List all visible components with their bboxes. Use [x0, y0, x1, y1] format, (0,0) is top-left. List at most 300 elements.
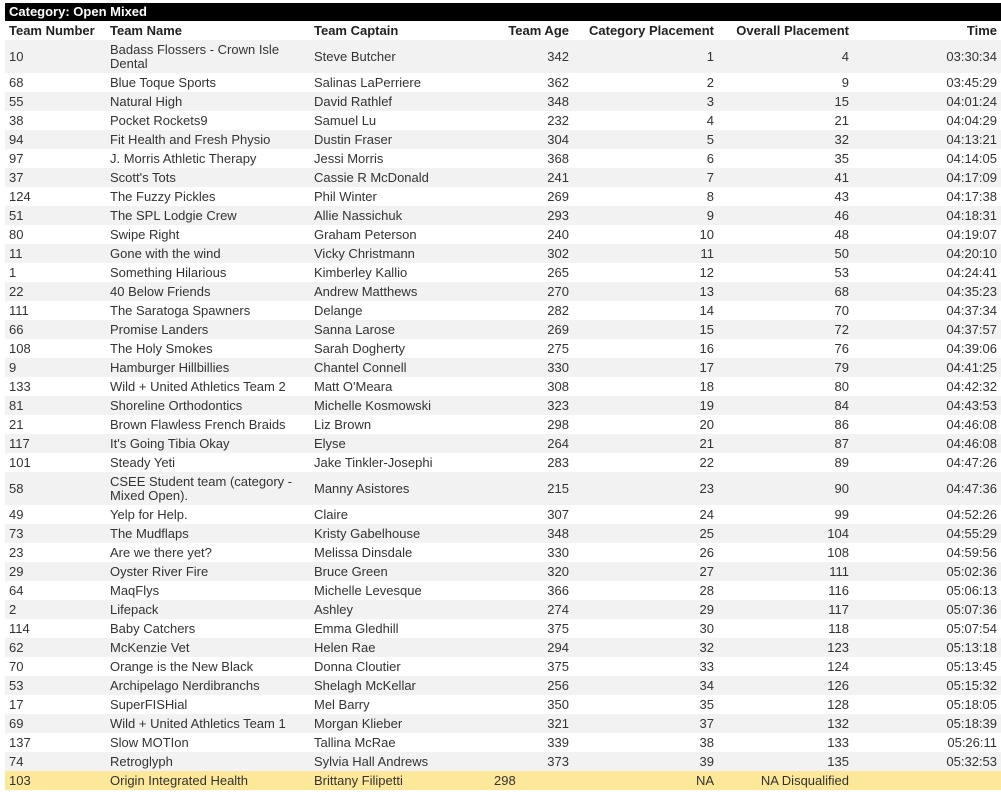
table-row	[5, 244, 1001, 263]
overall-placement-cell: 70	[834, 302, 849, 318]
team-name-cell: Shoreline Orthodontics	[110, 397, 243, 413]
team-name-cell: Are we there yet?	[110, 544, 212, 560]
overall-placement-cell: 50	[834, 245, 849, 261]
team-name-cell: 40 Below Friends	[110, 283, 211, 299]
team-number-cell: 94	[9, 131, 24, 147]
team-age-cell: 321	[547, 715, 569, 731]
table-row	[5, 149, 1001, 168]
time-cell: 05:26:11	[947, 734, 997, 750]
team-captain-cell: Jake Tinkler-Josephi	[314, 454, 433, 470]
team-name-cell: Oyster River Fire	[110, 563, 209, 579]
category-placement-cell: 8	[706, 188, 714, 204]
team-captain-cell: Steve Butcher	[314, 48, 396, 64]
team-captain-cell: Shelagh McKellar	[314, 677, 416, 693]
team-number-cell: 117	[9, 435, 30, 451]
team-number-cell: 73	[9, 525, 24, 541]
team-name-cell: J. Morris Athletic Therapy	[110, 150, 257, 166]
table-row	[5, 263, 1001, 282]
header-team-name: Team Name	[110, 23, 183, 38]
category-placement-cell: 6	[706, 150, 714, 166]
table-row	[5, 320, 1001, 339]
team-age-cell: 348	[547, 93, 569, 109]
team-number-cell: 66	[9, 321, 24, 337]
team-number-cell: 111	[9, 302, 29, 318]
team-age-cell: 265	[547, 264, 569, 280]
team-captain-cell: Emma Gledhill	[314, 620, 399, 636]
team-age-cell: 350	[547, 696, 569, 712]
category-placement-cell: 37	[699, 715, 714, 731]
overall-placement-cell: 128	[827, 696, 849, 712]
overall-placement-cell: 135	[827, 753, 849, 769]
team-name-cell: Yelp for Help.	[110, 506, 188, 522]
table-row	[5, 453, 1001, 472]
team-age-cell: 215	[547, 480, 569, 496]
category-placement-cell: NA	[573, 771, 718, 790]
team-captain-cell: Samuel Lu	[314, 112, 377, 128]
team-captain-cell: Melissa Dinsdale	[314, 544, 413, 560]
overall-placement-cell: 41	[834, 169, 849, 185]
team-captain-cell: Donna Cloutier	[314, 658, 401, 674]
overall-placement-cell: 35	[834, 150, 849, 166]
team-number-cell: 23	[9, 544, 24, 560]
category-title: Category: Open Mixed	[5, 3, 1001, 21]
overall-placement-cell: 48	[834, 226, 849, 242]
time-cell: 04:17:38	[946, 188, 997, 204]
time-cell: 04:37:57	[946, 321, 997, 337]
time-cell	[853, 771, 1001, 790]
team-captain-cell: Phil Winter	[314, 188, 377, 204]
overall-placement-cell: 43	[834, 188, 849, 204]
team-name-cell: Swipe Right	[110, 226, 180, 242]
table-row	[5, 695, 1001, 714]
team-name-cell: SuperFISHial	[110, 696, 188, 712]
header-team-age: Team Age	[508, 23, 569, 38]
table-row	[5, 130, 1001, 149]
team-number-cell: 74	[9, 753, 24, 769]
team-age-cell: 256	[547, 677, 569, 693]
team-age-cell: 366	[547, 582, 569, 598]
team-age-cell: 375	[547, 620, 569, 636]
category-placement-cell: 10	[699, 226, 714, 242]
header-overall-placement: Overall Placement	[736, 23, 849, 38]
team-captain-cell: Manny Asistores	[314, 480, 410, 496]
category-placement-cell: 2	[706, 74, 714, 90]
team-number-cell: 70	[9, 658, 24, 674]
table-row	[5, 168, 1001, 187]
team-number-cell: 55	[9, 93, 24, 109]
team-age-cell: 269	[547, 321, 569, 337]
overall-placement-cell: 124	[827, 658, 849, 674]
team-captain-cell: Andrew Matthews	[314, 283, 418, 299]
overall-placement-cell: 9	[841, 74, 849, 90]
category-placement-cell: 11	[700, 245, 714, 261]
time-cell: 03:30:34	[946, 48, 997, 64]
team-name-cell: Retroglyph	[110, 753, 173, 769]
team-name-cell: CSEE Student team (category - Mixed Open).	[110, 473, 293, 503]
overall-placement-cell: 89	[834, 454, 849, 470]
team-age-cell: 298	[547, 416, 569, 432]
category-placement-cell: 26	[699, 544, 714, 560]
table-row	[5, 638, 1001, 657]
overall-placement-cell: 123	[827, 639, 849, 655]
team-name-cell: Slow MOTIon	[110, 734, 189, 750]
overall-placement-cell: 118	[828, 620, 849, 636]
team-name-cell: Badass Flossers - Crown Isle Dental	[110, 41, 280, 71]
table-row-disqualified	[5, 771, 1001, 790]
team-age-cell: 308	[547, 378, 569, 394]
team-captain-cell: Dustin Fraser	[314, 131, 393, 147]
team-name-cell: MaqFlys	[110, 582, 160, 598]
team-age-cell: 282	[547, 302, 569, 318]
table-header-row	[5, 21, 1001, 40]
category-placement-cell: 19	[699, 397, 714, 413]
team-captain-cell: Brittany Filipetti	[310, 771, 494, 790]
team-number-cell: 103	[5, 771, 106, 790]
category-placement-cell: 39	[699, 753, 714, 769]
team-captain-cell: Sarah Dogherty	[314, 340, 406, 356]
team-number-cell: 29	[9, 563, 24, 579]
team-name-cell: Hamburger Hillbillies	[110, 359, 230, 375]
team-name-cell: The Mudflaps	[110, 525, 189, 541]
team-number-cell: 49	[9, 506, 24, 522]
team-name-cell: Natural High	[110, 93, 183, 109]
team-age-cell: 330	[547, 544, 569, 560]
team-age-cell: 373	[547, 753, 569, 769]
overall-placement-cell: 68	[834, 283, 849, 299]
time-cell: 04:20:10	[946, 245, 997, 261]
team-captain-cell: Elyse	[314, 435, 346, 451]
team-captain-cell: Liz Brown	[314, 416, 372, 432]
team-number-cell: 137	[9, 734, 31, 750]
team-number-cell: 81	[9, 397, 24, 413]
team-name-cell: Gone with the wind	[110, 245, 221, 261]
team-number-cell: 17	[9, 696, 24, 712]
category-placement-cell: 5	[706, 131, 714, 147]
table-row	[5, 40, 1001, 73]
team-name-cell: It's Going Tibia Okay	[110, 435, 230, 451]
table-row	[5, 562, 1001, 581]
team-captain-cell: Delange	[314, 302, 363, 318]
team-age-cell: 323	[547, 397, 569, 413]
category-placement-cell: 20	[699, 416, 714, 432]
team-number-cell: 11	[9, 245, 23, 261]
time-cell: 04:18:31	[946, 207, 997, 223]
team-captain-cell: Sanna Larose	[314, 321, 395, 337]
team-name-cell: Fit Health and Fresh Physio	[110, 131, 271, 147]
team-number-cell: 62	[9, 639, 24, 655]
time-cell: 05:18:05	[946, 696, 997, 712]
team-name-cell: Wild + United Athletics Team 2	[110, 378, 286, 394]
category-placement-cell: 16	[699, 340, 714, 356]
category-placement-cell: 4	[706, 112, 714, 128]
category-placement-cell: 30	[699, 620, 714, 636]
team-age-cell: 368	[547, 150, 569, 166]
time-cell: 04:55:29	[946, 525, 997, 541]
overall-placement-cell: 79	[834, 359, 849, 375]
time-cell: 04:52:26	[946, 506, 997, 522]
table-row	[5, 301, 1001, 320]
team-number-cell: 21	[9, 416, 24, 432]
overall-placement-cell: 84	[834, 397, 849, 413]
table-row	[5, 752, 1001, 771]
team-name-cell: Brown Flawless French Braids	[110, 416, 286, 432]
team-name-cell: Something Hilarious	[110, 264, 227, 280]
team-captain-cell: Salinas LaPerriere	[314, 74, 421, 90]
team-captain-cell: David Rathlef	[314, 93, 393, 109]
table-row	[5, 225, 1001, 244]
results-table	[5, 21, 1001, 790]
team-name-cell: Origin Integrated Health	[106, 771, 310, 790]
team-captain-cell: Allie Nassichuk	[314, 207, 403, 223]
table-row	[5, 111, 1001, 130]
team-name-cell: Baby Catchers	[110, 620, 196, 636]
time-cell: 03:45:29	[946, 74, 997, 90]
table-row	[5, 206, 1001, 225]
time-cell: 04:43:53	[946, 397, 997, 413]
category-placement-cell: 15	[699, 321, 714, 337]
team-number-cell: 10	[9, 48, 24, 64]
team-number-cell: 53	[9, 677, 24, 693]
team-number-cell: 68	[9, 74, 24, 90]
category-placement-cell: 32	[699, 639, 714, 655]
table-row	[5, 472, 1001, 505]
team-age-cell: 241	[547, 169, 569, 185]
time-cell: 04:46:08	[946, 416, 997, 432]
time-cell: 04:37:34	[946, 302, 997, 318]
time-cell: 04:01:24	[946, 93, 997, 109]
team-number-cell: 58	[9, 480, 24, 496]
table-row	[5, 434, 1001, 453]
team-captain-cell: Bruce Green	[314, 563, 388, 579]
overall-placement-cell: 4	[841, 48, 849, 64]
table-row	[5, 600, 1001, 619]
category-placement-cell: 23	[699, 480, 714, 496]
table-row	[5, 714, 1001, 733]
team-age-cell: 320	[547, 563, 569, 579]
time-cell: 04:46:08	[946, 435, 997, 451]
category-placement-cell: 13	[699, 283, 714, 299]
time-cell: 04:47:26	[946, 454, 997, 470]
team-captain-cell: Michelle Kosmowski	[314, 397, 432, 413]
table-row	[5, 377, 1001, 396]
team-name-cell: Orange is the New Black	[110, 658, 254, 674]
category-placement-cell: 3	[706, 93, 714, 109]
team-name-cell: Pocket Rockets9	[110, 112, 208, 128]
team-captain-cell: Graham Peterson	[314, 226, 417, 242]
team-name-cell: Scott's Tots	[110, 169, 176, 185]
header-team-number: Team Number	[9, 23, 95, 38]
category-placement-cell: 33	[699, 658, 714, 674]
time-cell: 04:41:25	[946, 359, 997, 375]
table-row	[5, 543, 1001, 562]
time-cell: 04:19:07	[946, 226, 997, 242]
category-placement-cell: 28	[699, 582, 714, 598]
team-number-cell: 51	[9, 207, 24, 223]
team-age-cell: 283	[547, 454, 569, 470]
team-age-cell: 342	[547, 48, 569, 64]
team-number-cell: 22	[9, 283, 24, 299]
time-cell: 04:17:09	[946, 169, 997, 185]
time-cell: 04:13:21	[946, 131, 997, 147]
team-number-cell: 9	[9, 359, 17, 375]
team-captain-cell: Sylvia Hall Andrews	[314, 753, 429, 769]
time-cell: 05:13:18	[946, 639, 997, 655]
table-row	[5, 396, 1001, 415]
time-cell: 04:35:23	[946, 283, 997, 299]
team-age-cell: 375	[547, 658, 569, 674]
team-age-cell: 232	[547, 112, 569, 128]
category-placement-cell: 12	[699, 264, 714, 280]
table-row	[5, 282, 1001, 301]
time-cell: 05:02:36	[946, 563, 997, 579]
team-age-cell: 348	[547, 525, 569, 541]
overall-placement-cell: 99	[834, 506, 849, 522]
table-row	[5, 92, 1001, 111]
team-captain-cell: Michelle Levesque	[314, 582, 422, 598]
team-number-cell: 133	[9, 378, 31, 394]
time-cell: 04:14:05	[946, 150, 997, 166]
overall-placement-cell: 21	[834, 112, 849, 128]
table-row	[5, 657, 1001, 676]
team-name-cell: Promise Landers	[110, 321, 209, 337]
team-name-cell: Wild + United Athletics Team 1	[110, 715, 286, 731]
category-placement-cell: 1	[706, 48, 714, 64]
team-age-cell: 293	[547, 207, 569, 223]
table-row	[5, 358, 1001, 377]
team-number-cell: 97	[9, 150, 24, 166]
time-cell: 05:07:36	[946, 601, 997, 617]
team-number-cell: 64	[9, 582, 24, 598]
category-placement-cell: 35	[699, 696, 714, 712]
team-name-cell: The Holy Smokes	[110, 340, 213, 356]
team-age-cell: 274	[547, 601, 569, 617]
team-name-cell: The SPL Lodgie Crew	[110, 207, 237, 223]
table-row	[5, 676, 1001, 695]
team-captain-cell: Tallina McRae	[314, 734, 396, 750]
table-row	[5, 187, 1001, 206]
team-number-cell: 124	[9, 188, 31, 204]
overall-placement-cell: 80	[834, 378, 849, 394]
overall-placement-cell: 108	[827, 544, 849, 560]
time-cell: 04:04:29	[946, 112, 997, 128]
team-age-cell: 269	[547, 188, 569, 204]
team-number-cell: 37	[9, 169, 24, 185]
overall-placement-cell: 117	[828, 601, 849, 617]
overall-placement-cell: 90	[834, 480, 849, 496]
table-row	[5, 415, 1001, 434]
time-cell: 04:42:32	[946, 378, 997, 394]
category-placement-cell: 18	[699, 378, 714, 394]
overall-placement-cell: 76	[834, 340, 849, 356]
time-cell: 05:15:32	[946, 677, 997, 693]
overall-placement-cell: 111	[829, 563, 849, 579]
team-captain-cell: Chantel Connell	[314, 359, 407, 375]
category-placement-cell: 38	[699, 734, 714, 750]
team-captain-cell: Helen Rae	[314, 639, 376, 655]
header-time: Time	[966, 23, 997, 38]
overall-placement-cell: 32	[834, 131, 849, 147]
header-category-placement: Category Placement	[589, 23, 714, 38]
time-cell: 04:39:06	[946, 340, 997, 356]
team-captain-cell: Kimberley Kallio	[314, 264, 408, 280]
team-name-cell: The Saratoga Spawners	[110, 302, 251, 318]
team-age-cell: 275	[547, 340, 569, 356]
team-captain-cell: Morgan Klieber	[314, 715, 403, 731]
team-age-cell: 294	[547, 639, 569, 655]
table-row	[5, 524, 1001, 543]
category-placement-cell: 27	[699, 563, 714, 579]
time-cell: 05:18:39	[946, 715, 997, 731]
team-captain-cell: Vicky Christmann	[314, 245, 415, 261]
team-captain-cell: Claire	[314, 506, 348, 522]
category-placement-cell: 9	[706, 207, 714, 223]
team-captain-cell: Ashley	[314, 601, 354, 617]
table-row	[5, 733, 1001, 752]
overall-placement-value: NA	[760, 772, 779, 788]
overall-placement-cell: 104	[827, 525, 849, 541]
team-name-cell: McKenzie Vet	[110, 639, 190, 655]
table-row	[5, 73, 1001, 92]
disqualified-status: Disqualified	[781, 772, 849, 788]
team-number-cell: 108	[9, 340, 31, 356]
overall-placement-cell: 46	[834, 207, 849, 223]
team-name-cell: Archipelago Nerdibranchs	[110, 677, 260, 693]
team-name-cell: Blue Toque Sports	[110, 74, 216, 90]
table-row	[5, 339, 1001, 358]
category-placement-cell: 34	[699, 677, 714, 693]
team-age-cell: 362	[547, 74, 569, 90]
overall-placement-cell: 15	[834, 93, 849, 109]
overall-placement-cell: 116	[828, 582, 849, 598]
team-number-cell: 1	[9, 264, 17, 280]
category-placement-cell: 22	[699, 454, 714, 470]
overall-placement-cell	[718, 771, 853, 790]
time-cell: 04:59:56	[946, 544, 997, 560]
team-age-cell: 330	[547, 359, 569, 375]
team-number-cell: 38	[9, 112, 24, 128]
table-body	[5, 40, 1001, 790]
team-age-cell: 270	[547, 283, 569, 299]
overall-placement-cell: 72	[834, 321, 849, 337]
time-cell: 04:24:41	[946, 264, 997, 280]
overall-placement-cell: 133	[827, 734, 849, 750]
time-cell: 05:07:54	[946, 620, 997, 636]
header-team-captain: Team Captain	[314, 23, 399, 38]
time-cell: 05:32:53	[946, 753, 997, 769]
category-placement-cell: 24	[699, 506, 714, 522]
category-placement-cell: 7	[706, 169, 714, 185]
team-captain-cell: Jessi Morris	[314, 150, 384, 166]
team-captain-cell: Kristy Gabelhouse	[314, 525, 421, 541]
team-age-cell: 264	[547, 435, 569, 451]
team-age-cell: 304	[547, 131, 569, 147]
team-captain-cell: Mel Barry	[314, 696, 370, 712]
time-cell: 05:06:13	[946, 582, 997, 598]
team-name-cell: Lifepack	[110, 601, 159, 617]
team-number-cell: 114	[9, 620, 30, 636]
overall-placement-cell: 126	[827, 677, 849, 693]
overall-placement-cell: 87	[834, 435, 849, 451]
team-number-cell: 101	[9, 454, 31, 470]
team-captain-cell: Cassie R McDonald	[314, 169, 429, 185]
team-name-cell: The Fuzzy Pickles	[110, 188, 216, 204]
team-age-cell: 298	[494, 771, 573, 790]
team-captain-cell: Matt O'Meara	[314, 378, 393, 394]
team-age-cell: 302	[547, 245, 569, 261]
table-row	[5, 619, 1001, 638]
category-placement-cell: 21	[699, 435, 714, 451]
team-age-cell: 307	[547, 506, 569, 522]
